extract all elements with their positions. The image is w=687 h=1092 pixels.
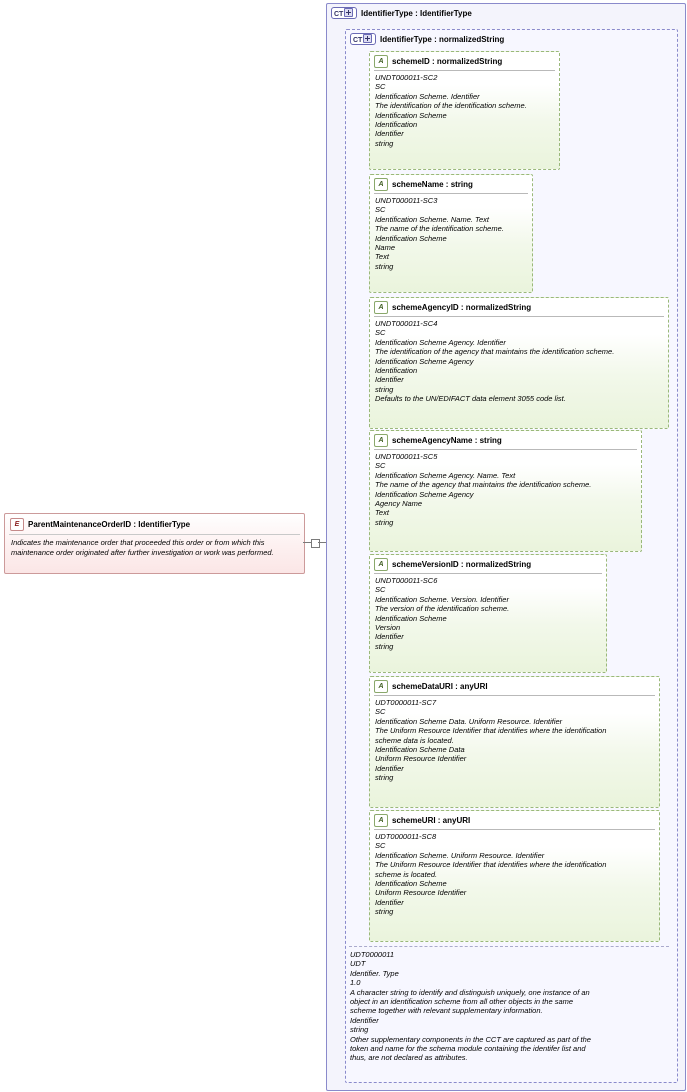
doc-line: The name of the identification scheme. [375, 224, 504, 234]
attribute-header [370, 431, 641, 449]
doc-line: string [350, 1025, 369, 1035]
outer-header [331, 7, 472, 19]
doc-line: Identification Scheme [375, 613, 447, 623]
doc-line: object in an identification scheme from all other objects in the same [350, 997, 574, 1007]
element-header [5, 514, 304, 534]
doc-line: Uniform Resource Identifier [375, 888, 467, 898]
doc-line: Text [375, 252, 389, 262]
expand-plus-icon[interactable] [344, 8, 353, 17]
doc-line: Identification Scheme Data. Uniform Resource. Identifier [375, 716, 563, 726]
doc-line: UDT0000011-SC7 [375, 698, 437, 707]
element-title: ParentMaintenanceOrderID : IdentifierType [28, 520, 191, 529]
attribute-badge: A [374, 434, 388, 447]
attribute-title: schemeName : string [392, 180, 473, 189]
doc-line: SC [375, 205, 386, 215]
attribute-badge: A [374, 301, 388, 314]
doc-line: The identification of the agency that maintains the identification scheme. [375, 347, 615, 357]
doc-line: scheme together with relevant supplementary information. [350, 1006, 543, 1016]
doc-line: Version [375, 623, 401, 633]
doc-line: Name [375, 243, 396, 253]
attribute-documentation [370, 194, 532, 274]
doc-line: The name of the agency that maintains the identification scheme. [375, 480, 592, 490]
doc-line: Identification Scheme Data [375, 745, 465, 755]
doc-line: string [375, 138, 394, 148]
doc-line: Identification Scheme Agency [375, 356, 474, 366]
doc-line: The identification of the identification scheme. [375, 101, 527, 111]
doc-line: Identification Scheme [375, 233, 447, 243]
attribute-title: schemeAgencyID : normalizedString [392, 303, 532, 312]
attribute-box-schemeagencyid[interactable] [369, 297, 669, 429]
doc-line: Identification Scheme. Name. Text [375, 214, 489, 224]
doc-line: Identifier [375, 375, 404, 385]
doc-line: Identifier [375, 632, 404, 642]
attribute-badge: A [374, 55, 388, 68]
doc-line: UNDT000011-SC5 [375, 452, 438, 461]
element-box-parentmaintenanceorderid[interactable] [4, 513, 305, 574]
doc-line: Identification [375, 120, 418, 130]
doc-line: Identification Scheme [375, 879, 447, 889]
attribute-title: schemeID : normalizedString [392, 57, 503, 66]
outer-title: IdentifierType : IdentifierType [361, 8, 472, 18]
doc-line: SC [375, 328, 386, 338]
attribute-box-schemeid[interactable] [369, 51, 560, 170]
doc-line: Identifier [375, 897, 404, 907]
doc-line: scheme is located. [375, 869, 438, 879]
doc-line: UDT0000011 [350, 950, 395, 959]
attribute-header [370, 811, 659, 829]
attribute-header [370, 677, 659, 695]
attribute-box-schemename[interactable] [369, 174, 533, 293]
attribute-header [370, 175, 532, 193]
attribute-documentation [370, 696, 659, 786]
doc-line: Other supplementary components in the CCT are captured as part of the [350, 1034, 591, 1044]
complex-type-badge: CT [331, 7, 357, 19]
attribute-badge: A [374, 814, 388, 827]
type-documentation [350, 950, 670, 1063]
attribute-header [370, 555, 606, 573]
doc-line: UNDT000011-SC4 [375, 319, 438, 328]
attribute-documentation [370, 317, 668, 407]
inner-complex-type-badge: CT [350, 33, 376, 45]
doc-line: SC [375, 461, 386, 471]
doc-line: Identifier [350, 1015, 379, 1025]
attribute-header [370, 298, 668, 316]
attribute-box-schemeuri[interactable] [369, 810, 660, 942]
element-badge: E [10, 518, 24, 531]
inner-title: IdentifierType : normalizedString [380, 34, 505, 44]
attribute-badge: A [374, 680, 388, 693]
attribute-documentation [370, 71, 559, 151]
footer-divider [349, 946, 669, 947]
doc-line: The Uniform Resource Identifier that identifies where the identification [375, 726, 607, 736]
expand-plus-icon-inner[interactable] [363, 34, 372, 43]
doc-line: Identification Scheme Agency. Identifier [375, 337, 506, 347]
connector-line-right [318, 542, 326, 543]
doc-line: string [375, 907, 394, 917]
doc-line: string [375, 384, 394, 394]
doc-line: UDT0000011-SC8 [375, 832, 437, 841]
doc-line: UDT [350, 959, 366, 969]
doc-line: UNDT000011-SC6 [375, 576, 438, 585]
doc-line: Identification Scheme. Identifier [375, 91, 480, 101]
doc-line: Identification Scheme. Version. Identifier [375, 594, 509, 604]
connector-expand-box[interactable] [311, 539, 320, 548]
doc-line: Identification Scheme Agency. Name. Text [375, 470, 516, 480]
doc-line: Text [375, 508, 389, 518]
doc-line: Defaults to the UN/EDIFACT data element 3055 code list. [375, 394, 566, 404]
attribute-badge: A [374, 558, 388, 571]
attribute-box-schemedatauri[interactable] [369, 676, 660, 808]
doc-line: string [375, 517, 394, 527]
doc-line: string [375, 641, 394, 651]
attribute-documentation [370, 830, 659, 920]
doc-line: UNDT000011-SC3 [375, 196, 438, 205]
attribute-title: schemeURI : anyURI [392, 816, 471, 825]
doc-line: Identification Scheme. Uniform Resource. Identifier [375, 850, 545, 860]
doc-line: token and name for the schema module containing the identifer list and [350, 1044, 586, 1054]
inner-header [350, 33, 504, 45]
attribute-badge: A [374, 178, 388, 191]
doc-line: Identifier [375, 129, 404, 139]
doc-line: 1.0 [350, 978, 361, 988]
attribute-title: schemeDataURI : anyURI [392, 682, 488, 691]
doc-line: Identifier [375, 763, 404, 773]
element-documentation: Indicates the maintenance order that proceeded this order or from which this maintenance order originated after further investigation or work was performed. [11, 538, 274, 557]
doc-line: A character string to identify and distinguish uniquely, one instance of an [350, 987, 590, 997]
doc-line: SC [375, 707, 386, 717]
attribute-documentation [370, 574, 606, 654]
doc-line: The version of the identification scheme. [375, 604, 510, 614]
doc-line: thus, are not declared as attributes. [350, 1053, 468, 1063]
doc-line: UNDT000011-SC2 [375, 73, 438, 82]
doc-line: SC [375, 82, 386, 92]
attribute-title: schemeVersionID : normalizedString [392, 560, 532, 569]
doc-line: The Uniform Resource Identifier that identifies where the identification [375, 860, 607, 870]
doc-line: SC [375, 841, 386, 851]
doc-line: Uniform Resource Identifier [375, 754, 467, 764]
attribute-box-schemeversionid[interactable] [369, 554, 607, 673]
attribute-title: schemeAgencyName : string [392, 436, 502, 445]
doc-line: Identification [375, 366, 418, 376]
attribute-header [370, 52, 559, 70]
doc-line: Identifier. Type [350, 968, 399, 978]
doc-line: Identification Scheme Agency [375, 489, 474, 499]
doc-line: Agency Name [375, 499, 423, 509]
doc-line: Identification Scheme [375, 110, 447, 120]
doc-line: string [375, 261, 394, 271]
attribute-documentation [370, 450, 641, 530]
doc-line: SC [375, 585, 386, 595]
doc-line: scheme data is located. [375, 735, 454, 745]
attribute-box-schemeagencyname[interactable] [369, 430, 642, 552]
doc-line: string [375, 773, 394, 783]
